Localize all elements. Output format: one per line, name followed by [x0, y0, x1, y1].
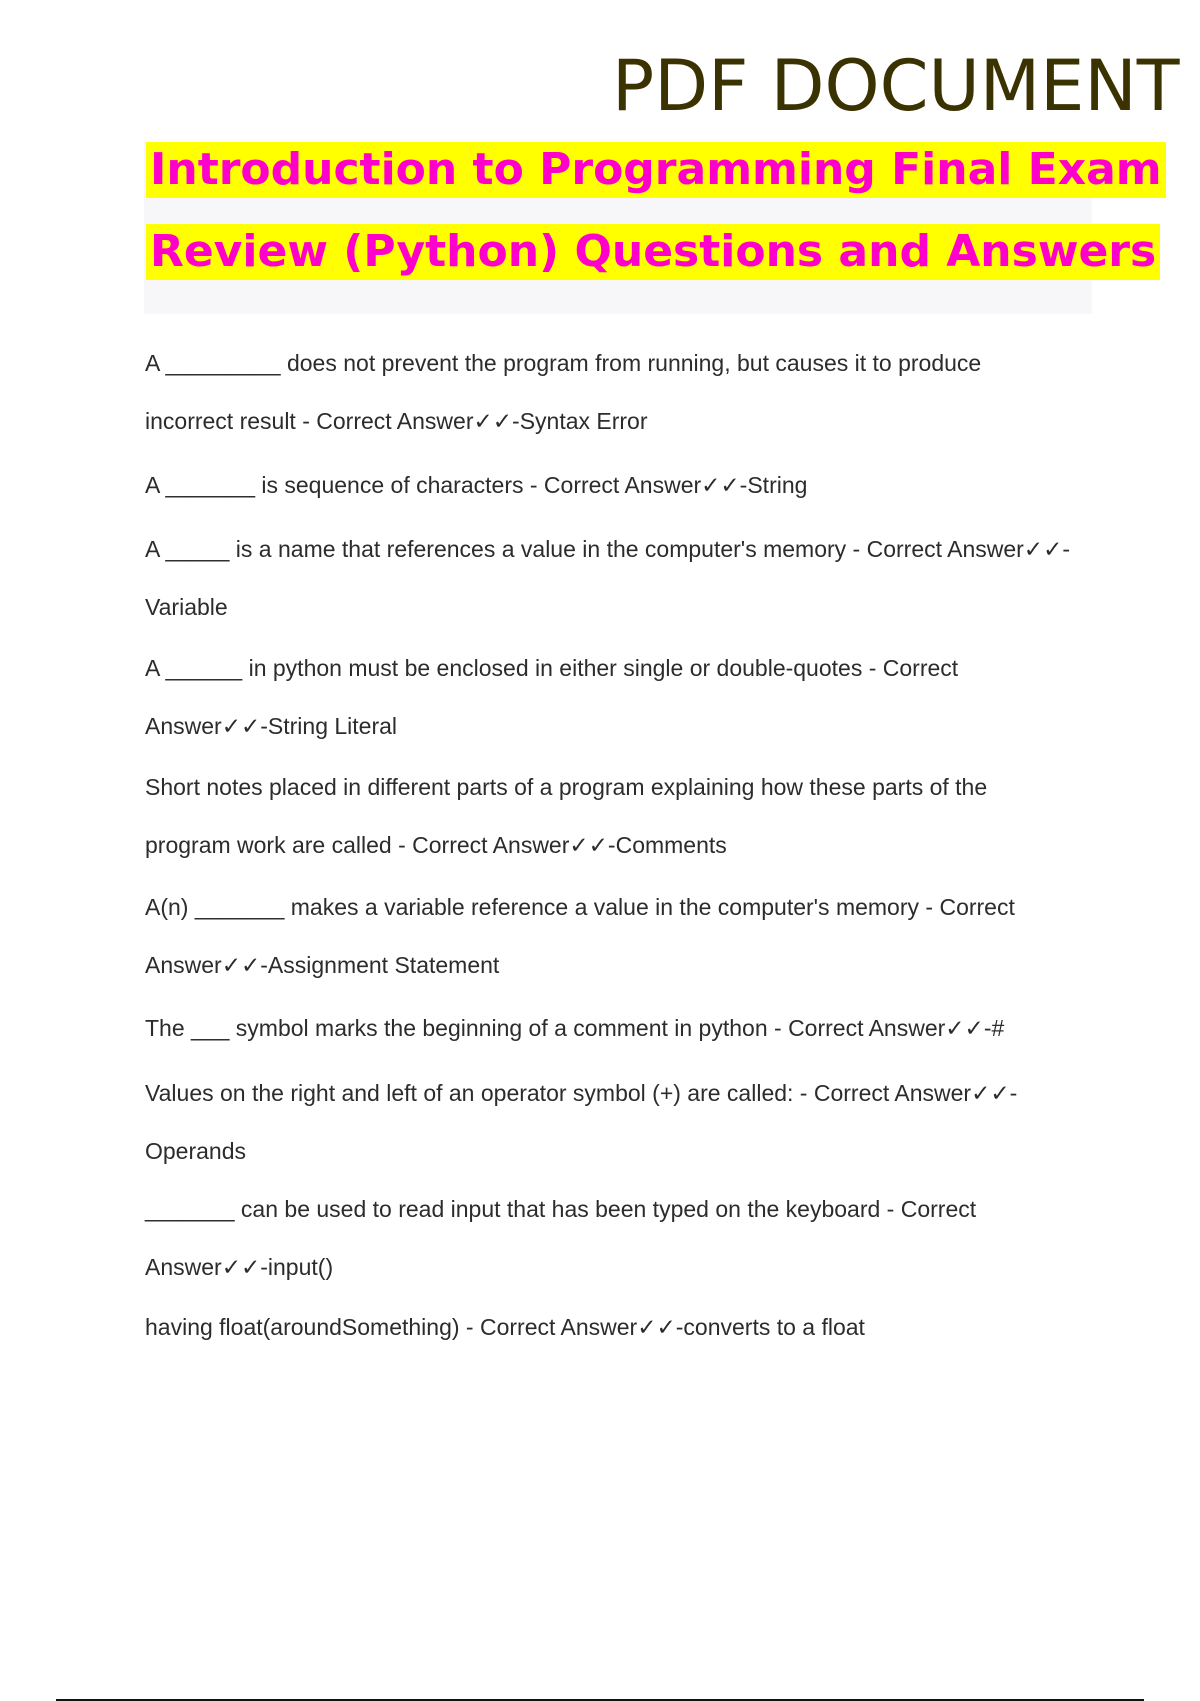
question-text: The ___ symbol marks the beginning of a comment in python: [145, 1015, 768, 1041]
answer-marker: - Correct Answer✓✓-: [767, 1015, 992, 1041]
answer-text: Variable: [145, 594, 228, 620]
qa-item: [145, 1064, 1075, 1180]
answer-text: String: [747, 472, 808, 498]
answer-marker: - Correct Answer✓✓-: [145, 894, 1015, 978]
question-text: A _____ is a name that references a value in the computer's memory: [145, 536, 847, 562]
document-title: [144, 142, 1162, 314]
answer-marker: - Correct Answer✓✓-: [145, 655, 959, 739]
answer-marker: - Correct Answer✓✓-: [145, 1196, 977, 1280]
answer-marker: - Correct Answer✓✓-: [391, 832, 616, 858]
answer-text: #: [991, 1015, 1005, 1041]
answer-marker: - Correct Answer✓✓-: [459, 1314, 684, 1340]
qa-item: [145, 878, 1075, 994]
question-text: A ______ in python must be enclosed in either single or double-quotes: [145, 655, 863, 681]
answer-marker: - Correct Answer✓✓-: [295, 408, 520, 434]
question-text: _______ can be used to read input that has been typed on the keyboard: [145, 1196, 881, 1222]
answer-marker: - Correct Answer✓✓-: [793, 1080, 1018, 1106]
question-text: Values on the right and left of an operator symbol (+) are called:: [145, 1080, 794, 1106]
answer-marker: - Correct Answer✓✓-: [846, 536, 1071, 562]
question-text: Short notes placed in different parts of a program explaining how these parts of the program work are called: [145, 774, 988, 858]
qa-item: [145, 999, 1075, 1057]
question-text: A _______ is sequence of characters: [145, 472, 524, 498]
question-text: A _________ does not prevent the program from running, but causes it to produce incorrect result: [145, 350, 982, 434]
qa-item: [145, 639, 1075, 755]
answer-text: String Literal: [267, 713, 398, 739]
qa-item: [145, 1180, 1075, 1296]
qa-item: [145, 1298, 1075, 1356]
question-text: having float(aroundSomething): [145, 1314, 460, 1340]
answer-text: Comments: [615, 832, 727, 858]
answer-marker: - Correct Answer✓✓-: [523, 472, 748, 498]
qa-item: [145, 334, 1075, 450]
title-line-2: Review (Python) Questions and Answers: [146, 224, 1160, 280]
answer-text: input(): [267, 1254, 334, 1280]
qa-item: [145, 456, 1075, 514]
watermark-text: PDF DOCUMENT: [612, 45, 1180, 127]
question-text: A(n) _______ makes a variable reference a value in the computer's memory: [145, 894, 920, 920]
answer-text: Operands: [145, 1138, 247, 1164]
qa-item: [145, 520, 1075, 636]
qa-item: [145, 758, 1075, 874]
answer-text: converts to a float: [683, 1314, 865, 1340]
answer-text: Assignment Statement: [267, 952, 500, 978]
answer-text: Syntax Error: [519, 408, 648, 434]
title-line-1: Introduction to Programming Final Exam: [146, 142, 1166, 198]
